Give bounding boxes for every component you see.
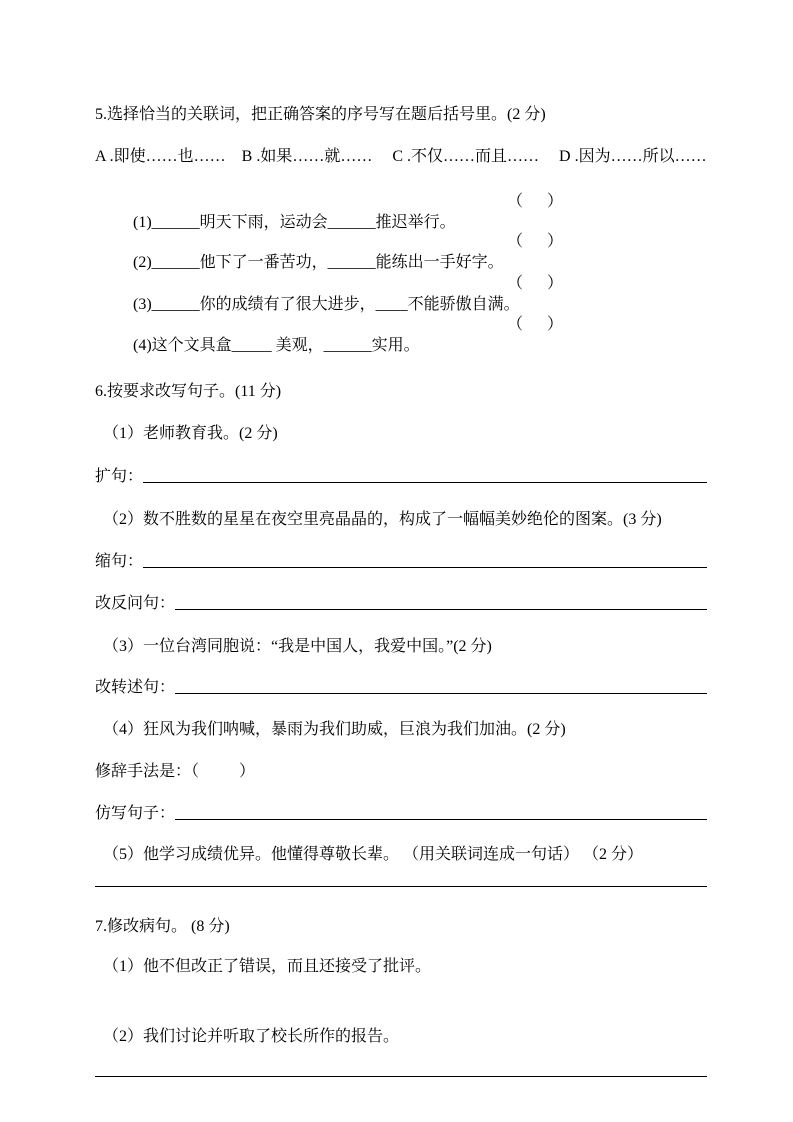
answer-line <box>143 466 707 483</box>
q6-expand-answer-row <box>95 466 707 487</box>
reported-label: 改转述句： <box>95 679 176 696</box>
q6-shrink-answer-row <box>95 551 707 572</box>
q6-item-3: （3）一位台湾同胞说：“我是中国人，我爱中国。”(2 分) <box>103 638 492 655</box>
question-6 <box>95 381 707 887</box>
q6-reported-answer-row <box>95 677 707 698</box>
q5-options: A .即使……也…… B .如果……就…… C .不仅……而且…… D .因为……所以…… <box>95 148 707 165</box>
answer-rule <box>95 1076 707 1077</box>
q5-item-2-answer-bracket: （ ） <box>507 233 564 250</box>
q5-item-4-answer-bracket: （ ） <box>507 316 564 333</box>
q6-item-5: （5）他学习成绩优异。他懂得尊敬长辈。 （用关联词连成一句话） （2 分） <box>103 846 644 863</box>
answer-line <box>175 803 707 820</box>
q6-item-1: （1）老师教育我。(2 分) <box>103 425 278 442</box>
q5-item-4 <box>95 314 707 354</box>
q5-item-3-text: (3)______你的成绩有了很大进步，____不能骄傲自满。 <box>133 296 520 313</box>
q5-item-3 <box>95 273 707 313</box>
q6-imitate-answer-row <box>95 803 707 824</box>
answer-line <box>143 551 707 568</box>
q5-item-1 <box>95 191 707 231</box>
q6-item-4: （4）狂风为我们呐喊，暴雨为我们助威，巨浪为我们加油。(2 分) <box>103 721 566 738</box>
page-content <box>95 0 707 1077</box>
answer-rule <box>95 886 707 887</box>
q5-item-2-text: (2)______他下了一番苦功，______能练出一手好字。 <box>133 254 504 271</box>
q6-rhetorical-answer-row <box>95 593 707 614</box>
answer-line <box>175 593 707 610</box>
q5-item-4-text: (4)这个文具盒_____ 美观，______实用。 <box>133 337 420 354</box>
q7-title: 7.修改病句。 (8 分) <box>95 918 230 935</box>
q5-item-1-answer-bracket: （ ） <box>507 193 564 210</box>
question-5 <box>95 104 707 354</box>
answer-line <box>175 677 707 694</box>
shrink-label: 缩句： <box>95 553 144 570</box>
rhetorical-label: 改反问句： <box>95 595 176 612</box>
q5-item-1-text: (1)______明天下雨，运动会______推迟举行。 <box>133 214 456 231</box>
q6-title: 6.按要求改写句子。(11 分) <box>95 383 282 400</box>
q6-device-line: 修辞手法是：（ ） <box>95 763 256 780</box>
q7-item-1: （1）他不但改正了错误，而且还接受了批评。 <box>103 958 432 975</box>
q5-item-3-answer-bracket: （ ） <box>507 275 564 292</box>
q6-item-2: （2）数不胜数的星星在夜空里亮晶晶的，构成了一幅幅美妙绝伦的图案。(3 分) <box>103 511 662 528</box>
q7-item-2: （2）我们讨论并听取了校长所作的报告。 <box>103 1028 400 1045</box>
q5-item-2 <box>95 231 707 271</box>
q5-title: 5.选择恰当的关联词，把正确答案的序号写在题后括号里。(2 分) <box>95 106 546 123</box>
question-7 <box>95 916 707 1077</box>
expand-label: 扩句： <box>95 468 144 485</box>
imitate-label: 仿写句子： <box>95 805 176 822</box>
